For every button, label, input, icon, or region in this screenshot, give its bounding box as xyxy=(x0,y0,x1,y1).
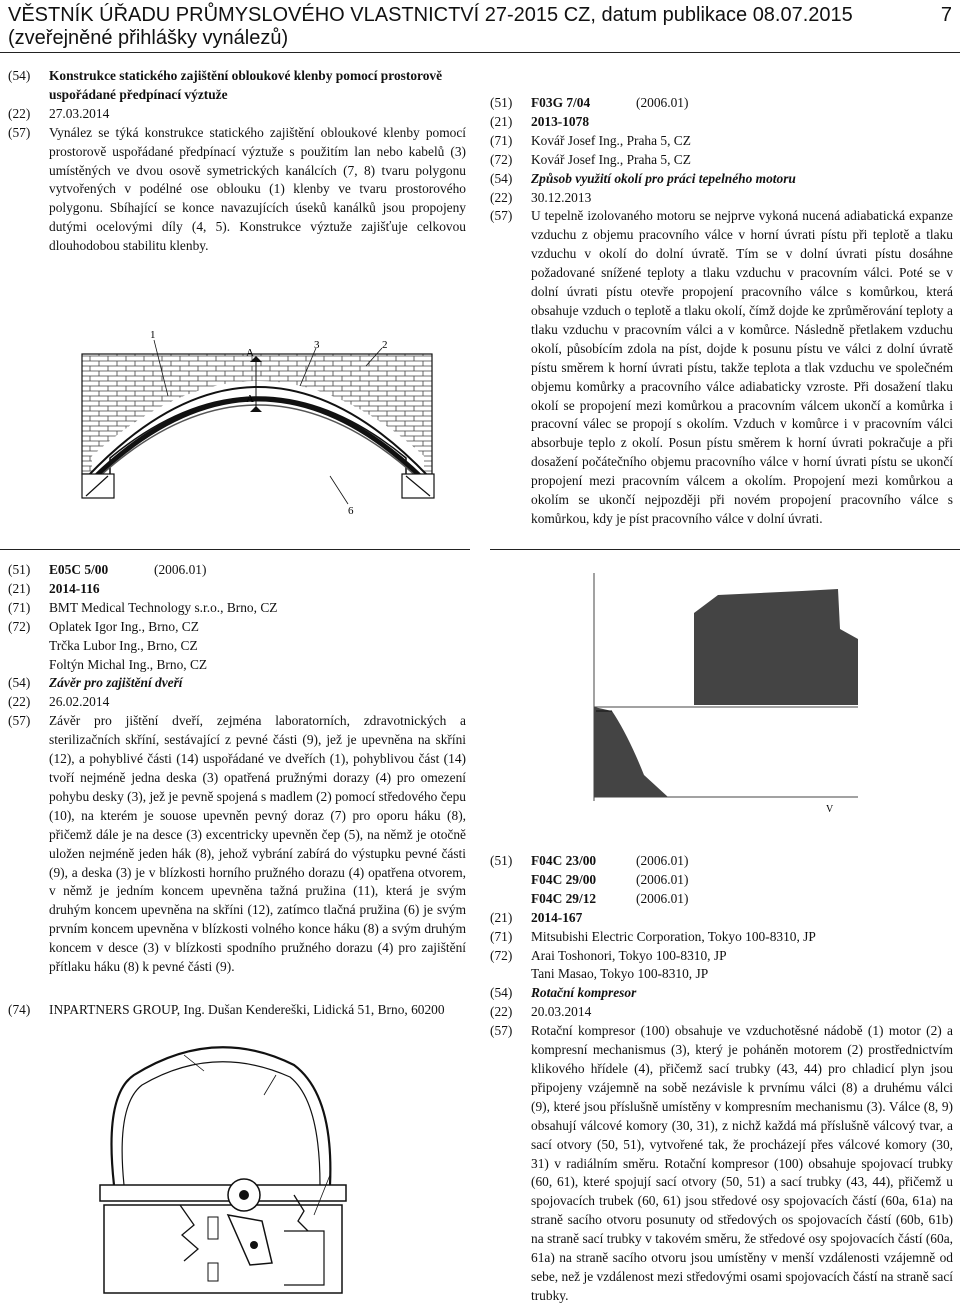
door-lock-figure xyxy=(94,1035,352,1297)
figure-label: 6 xyxy=(348,505,354,516)
inventor: Foltýn Michal Ing., Brno, CZ xyxy=(49,656,208,672)
figure-label: A xyxy=(246,347,254,359)
figure-label: 2 xyxy=(382,339,388,351)
classification: F04C 29/00 xyxy=(531,871,597,887)
applicant: BMT Medical Technology s.r.o., Brno, CZ xyxy=(49,599,278,615)
entry-title: Závěr pro zajištění dveří xyxy=(49,675,183,691)
entry-title: Rotační kompresor xyxy=(531,985,637,1001)
attorney: INPARTNERS GROUP, Ing. Dušan Kendereški, Lidická 51, Brno, 60200 xyxy=(49,1002,445,1017)
inventor: Kovář Josef Ing., Praha 5, CZ xyxy=(531,151,691,167)
classification: F03G 7/04 xyxy=(531,95,591,110)
inventor: Oplatek Igor Ing., Brno, CZ xyxy=(49,618,199,634)
classification: E05C 5/00 xyxy=(49,562,109,577)
classification-version: (2006.01) xyxy=(636,95,689,110)
entry-heat-engine: (51) F03G 7/04 (2006.01) (21) 2013-1078 (71) Kovář Josef Ing., Praha 5, CZ (72) Kovář Josef Ing., Praha 5, CZ (54) Způsob využití okolí pro práci tepelného motoru (22) 30.12.2013 (57) U tepelně izolovaného motoru se nejprve vykoná nucená adiabatická expanze vzduchu z objemu pracovního válce v horní úvrati pístu při teplotě a tlaku vzduchu v okolí do dolní úvratě. Tím se v dolní úvrati pístu dosáhne požadované snížené teploty a tlaku vzduchu v pracovním válci. Poté se v dolní úvrati pístu otevře propojení pracovního válce s komůrkou, která obsahuje vzduch o teplotě a tlaku okolí, čímž dojde ke zprůměrování teploty a tlaku vzduchu v pracovním válci a v komůrce. Následně přetlakem vzduchu okolí, působícím zdola na píst, dojde k posunu pístu ve válci z dolní úvratě pístu směrem k horní úvrati pístu, takže teplota a tlak vzduchu ve společném objemu komůrky a pracovního válce adiabaticky vzroste. Při dosažení tlaku okolí se propojení mezi komůrkou a pracovním válcem ukončí a komůrka i pracovní válec se propojí s okolím. Vzduch v komůrce i v pracovním válci absorbuje teplo z okolí. Posun pístu směrem k horní úvrati pokračuje a při dosažení počátečního objemu pracovního válce v horní úvrati pístu se ukončí propojení mezi pracovním válcem a okolím. Propojení mezi komůrkou a okolím se ukončí nejpozději při novém propojení pracovního válce s komůrkou, kdy je píst pracovního válce v dolní úvrati. xyxy=(490,94,953,529)
inventor: Arai Toshonori, Tokyo 100-8310, JP xyxy=(531,947,727,963)
classification-version: (2006.01) xyxy=(636,853,689,868)
abstract: U tepelně izolovaného motoru se nejprve vykoná nucená adiabatická expanze vzduchu z objemu pracovního válce v horní úvrati pístu při teplotě a tlaku vzduchu v okolí do dolní úvratě. Tím se v dolní úvrati pístu dosáhne požadované snížené teploty a tlaku vzduchu v pracovním válci. Poté se v dolní úvrati pístu otevře propojení pracovního válce s komůrkou, která obsahuje vzduch o teplotě a tlaku okolí, čímž dojde ke zprůměrování teploty a tlaku vzduchu v pracovním válci a v komůrce. Následně přetlakem vzduchu okolí, působícím zdola na píst, dojde k posunu pístu ve válci z dolní úvratě pístu směrem k horní úvrati pístu, takže teplota a tlak vzduchu ve společném objemu komůrky a pracovního válce adiabaticky vzroste. Při dosažení tlaku okolí se propojení mezi komůrkou a pracovním válcem ukončí a komůrka i pracovní válec se propojí s okolím. Vzduch v komůrce i v pracovním válci absorbuje teplo z okolí. Posun pístu směrem k horní úvrati pokračuje a při dosažení počátečního objemu pracovního válce v horní úvrati pístu se ukončí propojení mezi pracovním válcem a okolím. Propojení mezi komůrkou a okolím se ukončí nejpozději při novém propojení pracovního válce s komůrkou, kdy je píst pracovního válce v dolní úvrati. xyxy=(531,208,953,526)
arch-figure xyxy=(68,326,448,516)
abstract: Vynález se týká konstrukce statického zajištění obloukové klenby pomocí prostorově uspořádané předpínací výztuže s použitím lan nebo kabelů (3) umístěných ve dvou osově symetrických kanálcích (7, 8) tvaru polygonu vytvořených v podélné ose oblouku (1) klenby ve tvaru prostorového polygonu. Sbíhající se konce navazujících úseků kanálků jsou propojeny dutými ocelovými díly (4, 5). Konstrukce výztuže zajišťuje celkovou dlouhodobou stabilitu klenby. xyxy=(49,124,466,254)
filing-date: 20.03.2014 xyxy=(531,1004,592,1020)
entry-rotary-compressor: (51) F04C 23/00 (2006.01) F04C 29/00 (2006.01) F04C 29/12 (2006.01) (21) 2014-167 (71) Mitsubishi Electric Corporation, Tokyo 100-8310, JP (72) Arai Toshonori, Tokyo 100-8310, JP Tani Masao, Tokyo 100-8310, JP (54) Rotační kompresor (22) 20.03.2014 (57) Rotační kompresor (100) obsahuje ve vzduchotěsné nádobě (1) motor (2) a kompresní mechanismus (3), který je poháněn motorem (2) prostřednictvím klikového hřídele (4), přičemž sací trubky (43, 44) pro chladicí plyn jsou připojeny vzájemně na sobě nezávisle k prvnímu válci (8) a druhému válci (9), které jsou příslušně umístěny v kompresním mechanismu (3). Válce (8, 9) obsahují válcové komory (30, 31), z nichž každá má příslušně válcový tvar, a sací otvory (50, 51), vytvořené tak, že procházejí přes válcové komory (30, 31) v radiálním směru. Rotační kompresor (100) obsahuje spojovací trubky (60, 61), které spojují sací otvory (50, 51) a sací trubky (43, 44), přičemž u spojovacích trubek (60, 61) jsou středové osy spojovacích částí (60a, 61a) na straně sacího otvoru posunuty od středových os spojovacích částí (60b, 61b) na straně sací trubky v takovém směru, že středové osy spojovacích částí (60a, 61a) na straně sacího otvoru jsou umístěny v menší vzdálenosti vzájemně od sebe, než je vzdálenost mezi středovými osami spojovacích částí na straně sací trubky. xyxy=(490,852,953,1306)
attorney-block: (74) INPARTNERS GROUP, Ing. Dušan Kendereški, Lidická 51, Brno, 60200 xyxy=(8,1001,478,1020)
entry-title: Způsob využití okolí pro práci tepelného motoru xyxy=(531,170,796,186)
entry-arch-reinforcement: (54) Konstrukce statického zajištění obloukové klenby pomocí prostorově uspořádané předpínací výztuže (22) 27.03.2014 (57) Vynález se týká konstrukce statického zajištění obloukové klenby pomocí prostorově uspořádané předpínací výztuže s použitím lan nebo kabelů (3) umístěných ve dvou osově symetrických kanálcích (7, 8) tvaru polygonu vytvořených v podélné ose oblouku (1) klenby ve tvaru prostorového polygonu. Sbíhající se konce navazujících úseků kanálků jsou propojeny dutými ocelovými díly (4, 5). Konstrukce výztuže zajišťuje celkovou dlouhodobou stabilitu klenby. xyxy=(8,67,466,256)
heat-engine-diagram xyxy=(568,565,864,815)
filing-date: 30.12.2013 xyxy=(531,189,592,205)
figure-label: A xyxy=(246,393,254,405)
figure-label: 3 xyxy=(314,339,320,351)
application-number: 2014-167 xyxy=(531,909,583,925)
classification: F04C 29/12 xyxy=(531,890,597,906)
journal-title: VĚSTNÍK ÚŘADU PRŮMYSLOVÉHO VLASTNICTVÍ 27-2015 CZ, datum publikace 08.07.2015 xyxy=(8,4,853,26)
inventor: Tani Masao, Tokyo 100-8310, JP xyxy=(531,966,709,982)
figure-label: V xyxy=(826,804,834,815)
classification-version: (2006.01) xyxy=(154,562,207,577)
journal-subtitle: (zveřejněné přihlášky vynálezů) xyxy=(8,27,289,49)
page-header xyxy=(8,4,958,50)
section-rule xyxy=(0,549,470,550)
filing-date: 26.02.2014 xyxy=(49,694,110,710)
classification-version: (2006.01) xyxy=(636,871,689,887)
application-number: 2013-1078 xyxy=(531,113,590,129)
classification: F04C 23/00 xyxy=(531,853,597,868)
section-rule xyxy=(490,549,960,550)
applicant: Mitsubishi Electric Corporation, Tokyo 100-8310, JP xyxy=(531,928,816,944)
applicant: Kovář Josef Ing., Praha 5, CZ xyxy=(531,132,691,148)
classification-version: (2006.01) xyxy=(636,890,689,906)
entry-title: Konstrukce statického zajištění obloukové klenby pomocí prostorově uspořádané předpínací výztuže xyxy=(49,68,443,102)
page-number: 7 xyxy=(940,4,952,26)
abstract: Rotační kompresor (100) obsahuje ve vzduchotěsné nádobě (1) motor (2) a kompresní mechanismus (3), který je poháněn motorem (2) prostřednictvím klikového hřídele (4), přičemž sací trubky (43, 44) pro chladicí plyn jsou připojeny vzájemně na sobě nezávisle k prvnímu válci (8) a druhému válci (9), které jsou příslušně umístěny v kompresním mechanismu (3). Válce (8, 9) obsahují válcové komory (30, 31), z nichž každá má příslušně válcový tvar, a sací otvory (50, 51), vytvořené tak, že procházejí přes válcové komory (30, 31) v radiálním směru. Rotační kompresor (100) obsahuje spojovací trubky (60, 61), které spojují sací otvory (50, 51) a sací trubky (43, 44), přičemž u spojovacích trubek (60, 61) jsou středové osy spojovacích částí (60a, 61a) na straně sacího otvoru posunuty od středových os spojovacích částí (60b, 61b) na straně sací trubky v takovém směru, že středové osy spojovacích částí (60a, 61a) na straně sacího otvoru jsou umístěny v menší vzdálenosti vzájemně od sebe, než je vzdálenost mezi středovými osami spojovacích částí na straně sací trubky. xyxy=(531,1023,953,1303)
inventor: Trčka Lubor Ing., Brno, CZ xyxy=(49,637,198,653)
filing-date: 27.03.2014 xyxy=(49,105,110,121)
abstract: Závěr pro jištění dveří, zejména laboratorních, zdravotnických a sterilizačních skříní, sestávající z pevné části (9), jež je upevněna na skříni (12), a pohyblivé části (14) uspořádané ve dveřích (1), pohyblivou část (14) tvoří nejméně jedna deska (3) opatřená pružnými dorazy (4) pro omezení pohybu desky (3), jež je pevně spojená s madlem (2) pomocí středového čepu (10), na kterém je souose upevněn pevný doraz (7) pro oporu háku (8), přičemž dále je na desce (3) excentricky upevněn čep (5), na němž je otočně uložen nejméně jeden hák (8), jehož vybrání zabírá do výstupku pevné části (9), a deska (3) je v blízkosti horního pružného dorazu (4) opatřena otvorem, v němž je jedním koncem upevněna tažná pružina (11), která je svým druhým koncem upevněna na skříni (12), zatímco tlačná pružina (6) je svým prvním koncem upevněna v blízkosti volného konce háku (8) a svým druhým koncem v desce (3) v blízkosti spodního pružného dorazu (4) pro zajištění přítlaku háku (8) k pevné části (9). xyxy=(49,713,466,975)
application-number: 2014-116 xyxy=(49,580,100,596)
header-rule xyxy=(0,52,960,53)
entry-door-lock: (51) E05C 5/00 (2006.01) (21) 2014-116 (71) BMT Medical Technology s.r.o., Brno, CZ (72) Oplatek Igor Ing., Brno, CZ Trčka Lubor Ing., Brno, CZ Foltýn Michal Ing., Brno, CZ (54) Závěr pro zajištění dveří (22) 26.02.2014 (57) Závěr pro jištění dveří, zejména laboratorních, zdravotnických a sterilizačních skříní, sestávající z pevné části (9), jež je upevněna na skříni (12), a pohyblivé části (14) uspořádané ve dveřích (1), pohyblivou část (14) tvoří nejméně jedna deska (3) opatřená pružnými dorazy (4) pro omezení pohybu desky (3), jež je pevně spojená s madlem (2) pomocí středového čepu (10), na kterém je souose upevněn pevný doraz (7) pro oporu háku (8), přičemž dále je na desce (3) excentricky upevněn čep (5), na němž je otočně uložen nejméně jeden hák (8), jehož vybrání zabírá do výstupku pevné části (9), a deska (3) je v blízkosti horního pružného dorazu (4) opatřena otvorem, v němž je jedním koncem upevněna tažná pružina (11), která je svým druhým koncem upevněna na skříni (12), zatímco tlačná pružina (6) je svým prvním koncem upevněna v blízkosti volného konce háku (8) a svým druhým koncem v desce (3) v blízkosti spodního pružného dorazu (4) pro zajištění přítlaku háku (8) k pevné části (9). xyxy=(8,561,466,977)
figure-label: 1 xyxy=(150,329,156,341)
